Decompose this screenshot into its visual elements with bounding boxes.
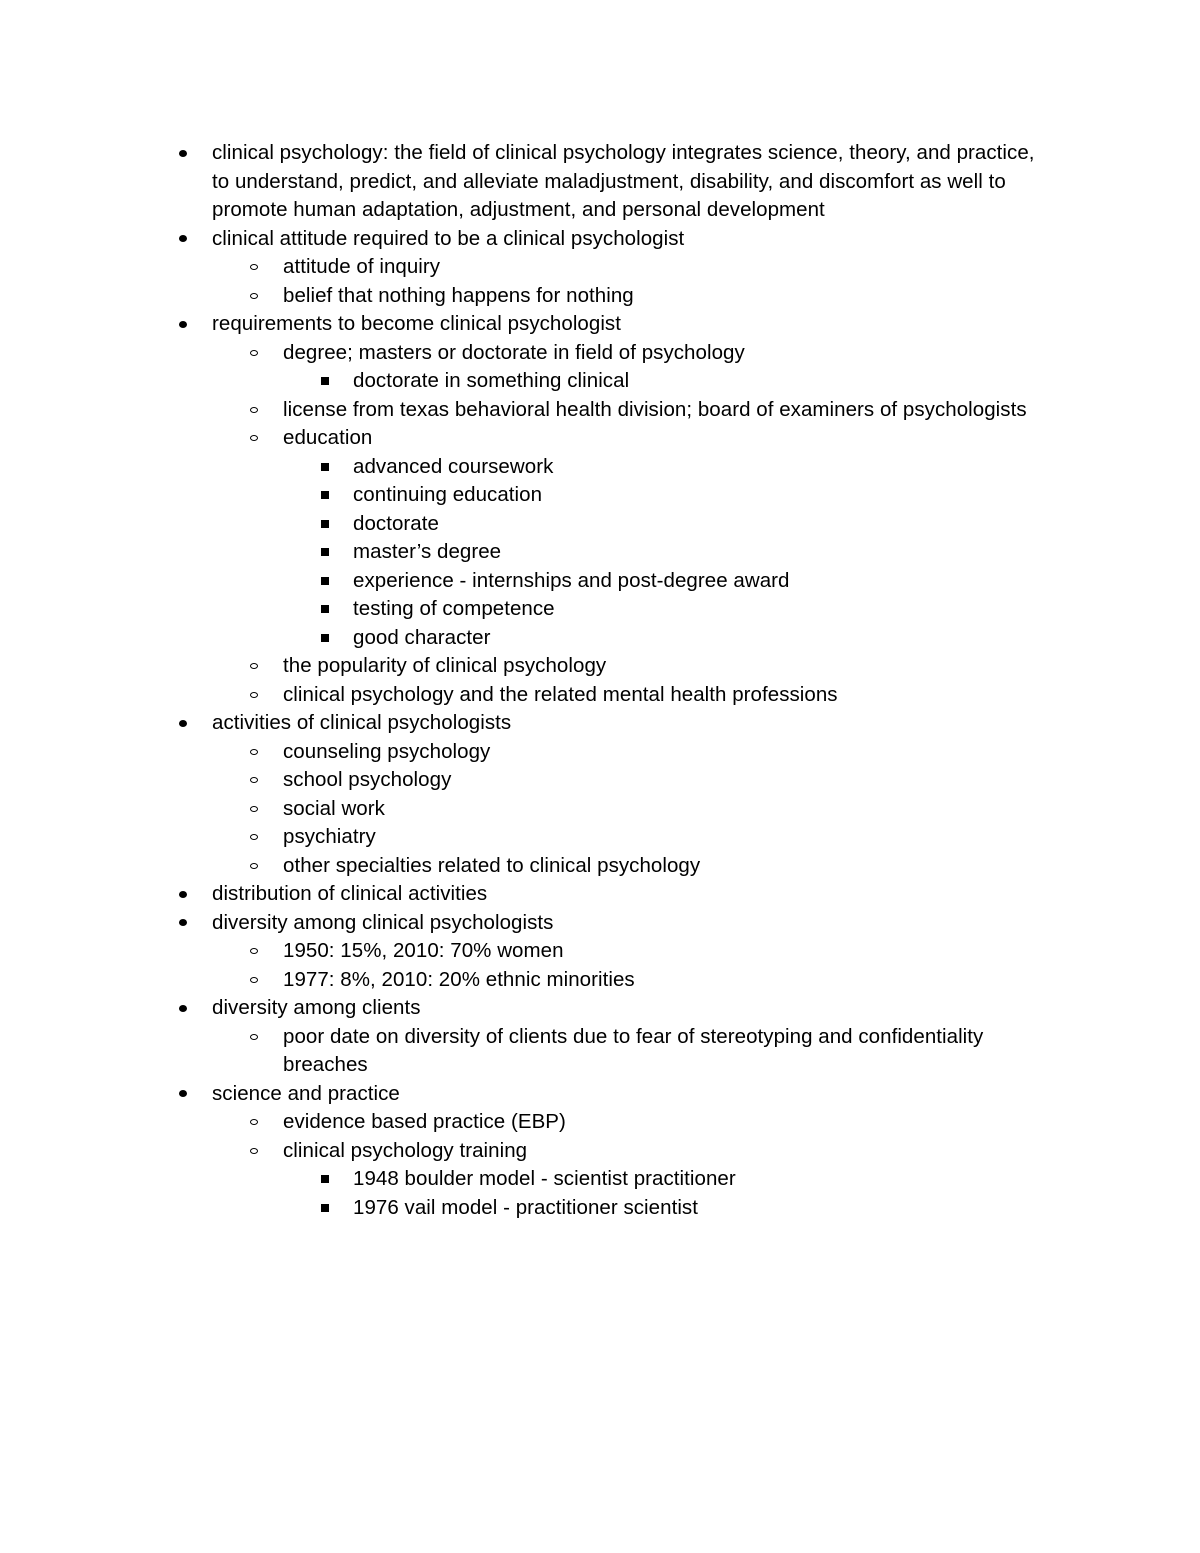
hollow-circle-icon <box>247 766 261 795</box>
list-item-level-2 <box>353 367 1053 396</box>
hollow-circle-icon <box>247 282 261 311</box>
list-item-level-2 <box>353 595 1053 624</box>
list-item-level-0 <box>212 880 1052 909</box>
list-item-level-1 <box>283 966 1043 995</box>
list-item-level-1 <box>283 1023 1043 1080</box>
list-item-text: license from texas behavioral health division; board of examiners of psychologists <box>283 397 1027 421</box>
filled-disc-icon <box>176 880 190 909</box>
list-item-text: testing of competence <box>353 597 555 620</box>
list-item-text: belief that nothing happens for nothing <box>283 283 634 307</box>
list-item-text: continuing education <box>353 483 543 506</box>
list-item-level-1 <box>283 396 1043 425</box>
list-item-text: 1950: 15%, 2010: 70% women <box>283 939 564 962</box>
filled-disc-icon <box>176 1080 190 1109</box>
hollow-circle-icon <box>247 1023 261 1052</box>
list-item-text: 1948 boulder model - scientist practitioner <box>353 1167 736 1190</box>
list-item-text: diversity among clinical psychologists <box>212 910 554 934</box>
list-item-level-1 <box>283 738 1043 767</box>
filled-disc-icon <box>176 994 190 1023</box>
list-item-level-1 <box>283 339 1043 368</box>
hollow-circle-icon <box>247 253 261 282</box>
notes-list <box>0 139 1200 1222</box>
list-item-level-2 <box>353 510 1053 539</box>
list-item-level-1 <box>283 795 1043 824</box>
list-item-text: degree; masters or doctorate in field of psychology <box>283 340 745 364</box>
list-item-level-0 <box>212 310 1052 339</box>
list-item-level-0 <box>212 139 1052 225</box>
list-item-text: experience - internships and post-degree award <box>353 568 790 592</box>
filled-square-icon <box>318 1165 332 1194</box>
hollow-circle-icon <box>247 738 261 767</box>
list-item-text: the popularity of clinical psychology <box>283 654 607 677</box>
list-item-text: poor date on diversity of clients due to fear of stereotyping and confidentiality breaches <box>283 1024 984 1076</box>
list-item-text: education <box>283 426 373 449</box>
list-item-level-1 <box>283 652 1043 681</box>
hollow-circle-icon <box>247 937 261 966</box>
list-item-text: evidence based practice (EBP) <box>283 1110 566 1133</box>
list-item-level-0 <box>212 709 1052 738</box>
filled-square-icon <box>318 481 332 510</box>
list-item-text: counseling psychology <box>283 739 491 763</box>
filled-square-icon <box>318 510 332 539</box>
filled-square-icon <box>318 595 332 624</box>
list-item-text: diversity among clients <box>212 996 421 1019</box>
hollow-circle-icon <box>247 1108 261 1137</box>
hollow-circle-icon <box>247 966 261 995</box>
list-item-level-0 <box>212 1080 1052 1109</box>
list-item-level-0 <box>212 994 1052 1023</box>
list-item-text: requirements to become clinical psychologist <box>212 312 621 335</box>
list-item-level-1 <box>283 282 1043 311</box>
filled-disc-icon <box>176 709 190 738</box>
list-item-text: psychiatry <box>283 825 376 848</box>
hollow-circle-icon <box>247 339 261 368</box>
list-item-level-0 <box>212 909 1052 938</box>
list-item-level-2 <box>353 453 1053 482</box>
filled-disc-icon <box>176 310 190 339</box>
list-item-level-2 <box>353 1194 1053 1223</box>
list-item-text: science and practice <box>212 1081 400 1105</box>
list-item-level-2 <box>353 1165 1053 1194</box>
hollow-circle-icon <box>247 396 261 425</box>
list-item-level-2 <box>353 538 1053 567</box>
list-item-level-1 <box>283 937 1043 966</box>
list-item-level-0 <box>212 225 1052 254</box>
filled-square-icon <box>318 1194 332 1223</box>
list-item-text: clinical psychology: the field of clinical psychology integrates science, theory, and practice, to understand, predict, and alleviate maladjustment, disability, and discomfort as well to promote human adaptation, adjustment, and personal development <box>212 141 1035 221</box>
list-item-text: distribution of clinical activities <box>212 882 488 905</box>
list-item-text: good character <box>353 625 491 649</box>
hollow-circle-icon <box>247 652 261 681</box>
hollow-circle-icon <box>247 681 261 710</box>
list-item-level-1 <box>283 823 1043 852</box>
list-item-text: clinical psychology and the related mental health professions <box>283 682 838 706</box>
filled-square-icon <box>318 538 332 567</box>
list-item-level-2 <box>353 624 1053 653</box>
list-item-level-1 <box>283 253 1043 282</box>
list-item-level-1 <box>283 1137 1043 1166</box>
hollow-circle-icon <box>247 795 261 824</box>
list-item-text: attitude of inquiry <box>283 255 441 278</box>
list-item-level-1 <box>283 424 1043 453</box>
list-item-text: social work <box>283 796 385 820</box>
filled-square-icon <box>318 367 332 396</box>
list-item-text: advanced coursework <box>353 454 554 478</box>
filled-square-icon <box>318 567 332 596</box>
filled-square-icon <box>318 624 332 653</box>
list-item-text: school psychology <box>283 768 452 791</box>
list-item-text: other specialties related to clinical psychology <box>283 853 701 877</box>
list-item-text: clinical psychology training <box>283 1138 528 1162</box>
list-item-level-1 <box>283 1108 1043 1137</box>
list-item-level-1 <box>283 766 1043 795</box>
list-item-level-1 <box>283 852 1043 881</box>
list-item-text: doctorate in something clinical <box>353 369 630 392</box>
list-item-level-1 <box>283 681 1043 710</box>
list-item-level-2 <box>353 481 1053 510</box>
list-item-text: 1977: 8%, 2010: 20% ethnic minorities <box>283 967 635 991</box>
list-item-text: master’s degree <box>353 540 502 563</box>
list-item-text: activities of clinical psychologists <box>212 711 512 734</box>
list-item-text: 1976 vail model - practitioner scientist <box>353 1195 698 1219</box>
document-page <box>0 139 1200 1222</box>
hollow-circle-icon <box>247 1137 261 1166</box>
hollow-circle-icon <box>247 424 261 453</box>
filled-square-icon <box>318 453 332 482</box>
filled-disc-icon <box>176 909 190 938</box>
filled-disc-icon <box>176 139 190 168</box>
filled-disc-icon <box>176 225 190 254</box>
list-item-level-2 <box>353 567 1053 596</box>
list-item-text: doctorate <box>353 511 439 535</box>
hollow-circle-icon <box>247 852 261 881</box>
hollow-circle-icon <box>247 823 261 852</box>
list-item-text: clinical attitude required to be a clinical psychologist <box>212 226 685 250</box>
